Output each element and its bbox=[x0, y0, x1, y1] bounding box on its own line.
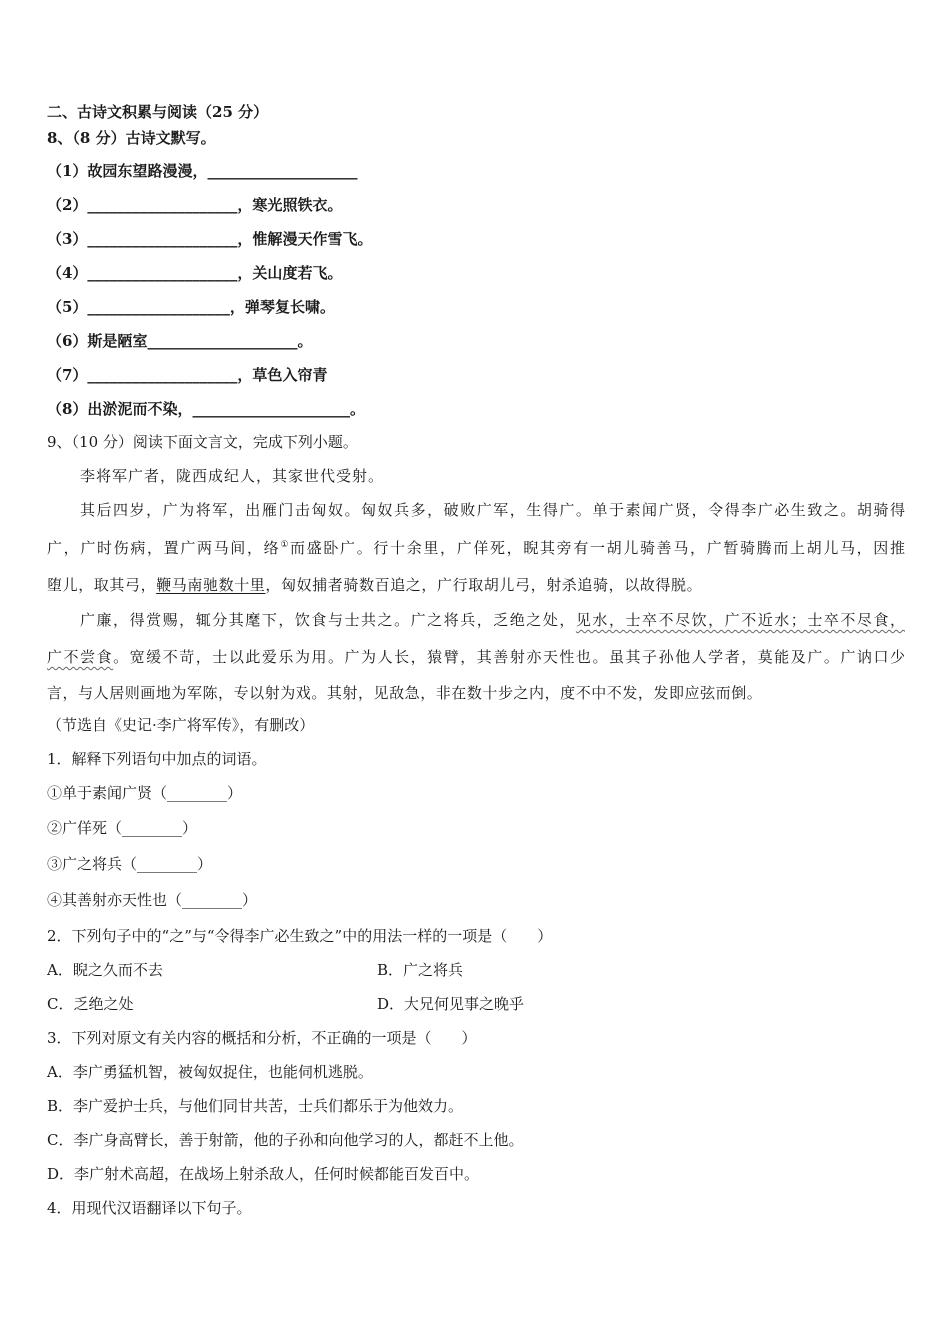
q8-item-1: （1）故园东望路漫漫，____________________ bbox=[47, 162, 358, 180]
q8-item-7: （7）____________________，草色入帘青 bbox=[47, 366, 328, 384]
sub3-option-a: A．李广勇猛机智，被匈奴捉住，也能伺机逃脱。 bbox=[47, 1063, 373, 1081]
underlined-phrase: 鞭马南驰数十里 bbox=[156, 576, 266, 594]
passage-source: （节选自《史记·李广将军传》，有删改） bbox=[47, 716, 315, 734]
q8-item-6: （6）斯是陋室____________________。 bbox=[47, 332, 313, 350]
q8-item-2: （2）____________________，寒光照铁衣。 bbox=[47, 196, 343, 214]
sub3-option-d: D．李广射术高超，在战场上射杀敌人，任何时候都能百发百中。 bbox=[47, 1165, 480, 1183]
footnote-marker: ① bbox=[280, 540, 291, 550]
q8-item-5: （5）___________________，弹琴复长啸。 bbox=[47, 298, 335, 316]
section-title: 二、古诗文积累与阅读（25 分） bbox=[47, 103, 269, 121]
sub3-option-c: C．李广身高臂长，善于射箭，他的子孙和向他学习的人，都赶不上他。 bbox=[47, 1131, 524, 1149]
sub1-item-1: ①单于素闻广贤（________） bbox=[47, 784, 243, 802]
sub3-option-b: B．李广爱护士兵，与他们同甘共苦，士兵们都乐于为他效力。 bbox=[47, 1097, 464, 1115]
wavy-underlined-phrase: 见水，士卒不尽饮，广不近水；士卒不尽食， bbox=[575, 611, 905, 629]
sub1-item-2: ②广佯死（________） bbox=[47, 819, 198, 837]
sub2-option-b: B．广之将兵 bbox=[377, 961, 464, 979]
passage-p3-line-1: 广廉，得赏赐，辄分其麾下，饮食与士共之。广之将兵，乏绝之处，见水，士卒不尽饮，广不近水；士卒不尽食， bbox=[80, 611, 905, 629]
sub2-stem: 2．下列句子中的“之”与“令得李广必生致之”中的用法一样的一项是（ ） bbox=[47, 927, 553, 945]
sub3-stem: 3．下列对原文有关内容的概括和分析，不正确的一项是（ ） bbox=[47, 1029, 477, 1047]
question-9-head: 9、（10 分）阅读下面文言文，完成下列小题。 bbox=[47, 433, 358, 451]
passage-p2-line-1: 其后四岁，广为将军，出雁门击匈奴。匈奴兵多，破败广军，生得广。单于素闻广贤，令得李广必生致之。胡骑得 bbox=[80, 501, 905, 519]
passage-p3-line-3: 言，与人居则画地为军陈，专以射为戏。其射，见敌急，非在数十步之内，度不中不发，发即应弦而倒。 bbox=[47, 684, 763, 702]
passage-p2-line-3: 堕儿，取其弓，鞭马南驰数十里，匈奴捕者骑数百追之，广行取胡儿弓，射杀追骑，以故得脱。 bbox=[47, 576, 703, 594]
q8-item-4: （4）____________________，关山度若飞。 bbox=[47, 264, 343, 282]
sub2-option-d: D．大兄何见事之晚乎 bbox=[377, 995, 525, 1013]
passage-p3-line-2: 广不尝食。宽缓不苛，士以此爱乐为用。广为人长，猿臂，其善射亦天性也。虽其子孙他人学者，莫能及广。广讷口少 bbox=[47, 648, 905, 666]
wavy-underlined-phrase-cont: 广不尝食 bbox=[47, 648, 114, 666]
sub2-option-a: A．睨之久而不去 bbox=[47, 961, 163, 979]
passage-paragraph-1: 李将军广者，陇西成纪人，其家世代受射。 bbox=[80, 467, 385, 485]
sub4-stem: 4．用现代汉语翻译以下句子。 bbox=[47, 1199, 252, 1217]
passage-p2-line-2: 广，广时伤病，置广两马间，络①而盛卧广。行十余里，广佯死，睨其旁有一胡儿骑善马，广暂骑腾而上胡儿马，因推 bbox=[47, 539, 905, 557]
sub1-item-4: ④其善射亦天性也（________） bbox=[47, 891, 258, 909]
sub1-item-3: ③广之将兵（________） bbox=[47, 855, 213, 873]
q8-item-3: （3）____________________，惟解漫天作雪飞。 bbox=[47, 230, 373, 248]
q8-item-8: （8）出淤泥而不染，_____________________。 bbox=[47, 400, 365, 418]
sub1-stem: 1．解释下列语句中加点的词语。 bbox=[47, 750, 267, 768]
sub2-option-c: C．乏绝之处 bbox=[47, 995, 134, 1013]
question-8-head: 8、（8 分）古诗文默写。 bbox=[47, 129, 216, 147]
